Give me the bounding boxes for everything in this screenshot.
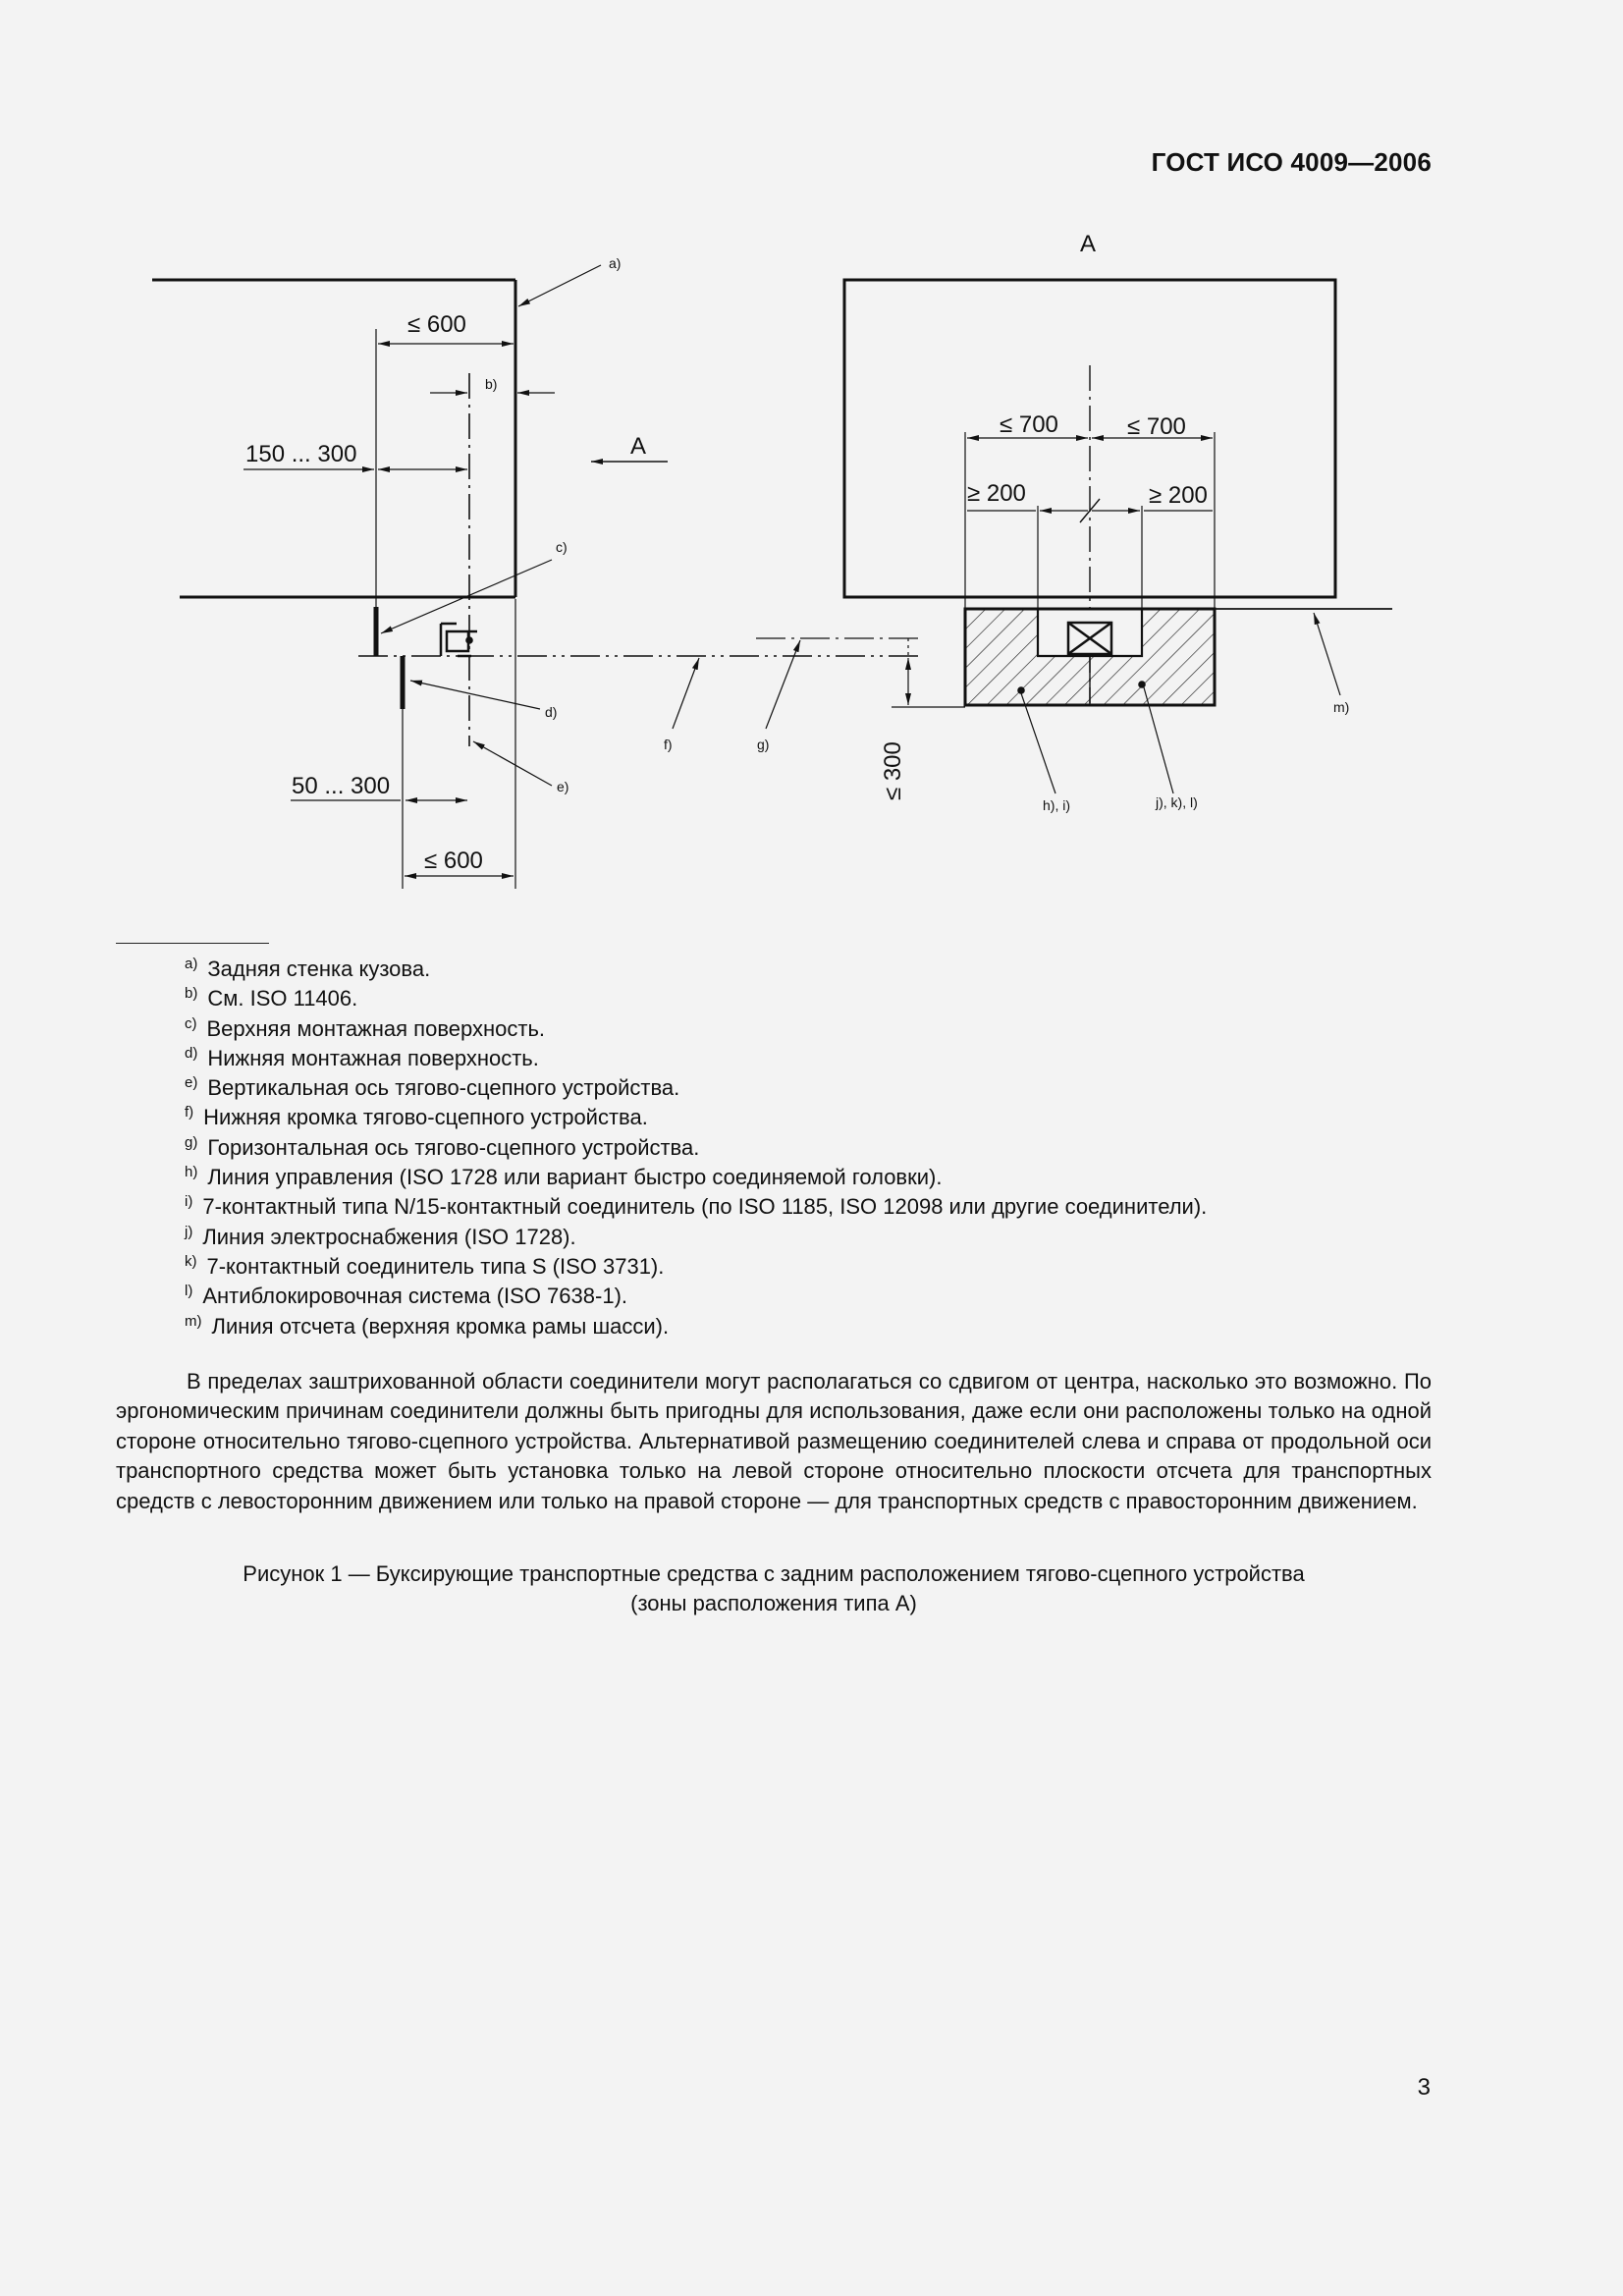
dim-bottom-le600: ≤ 600: [424, 847, 483, 874]
footnote-item: $^{k)}$ 7-контактный соединитель типа S (ISO 3731).: [185, 1252, 665, 1279]
dim-ge200-right: ≥ 200: [1149, 482, 1208, 509]
label-e: e): [557, 779, 569, 794]
footnote-item: $^{h)}$ Линия управления (ISO 1728 или вариант быстро соединяемой головки).: [185, 1164, 943, 1190]
label-g: g): [757, 737, 770, 752]
footnote-item: $^{c)}$ Верхняя монтажная поверхность.: [185, 1014, 546, 1041]
footnote-item: $^{m)}$ Линия отсчета (верхняя кромка рамы шасси).: [185, 1312, 670, 1339]
footnote-item: $^{e)}$ Вертикальная ось тягово-сцепного устройства.: [185, 1074, 680, 1101]
footnote-item: $^{a)}$ Задняя стенка кузова.: [185, 956, 431, 981]
label-b: b): [485, 376, 498, 392]
dim-50-300: 50 ... 300: [292, 773, 391, 799]
dim-ge200-left: ≥ 200: [967, 480, 1026, 507]
dim-le700-right: ≤ 700: [1127, 413, 1186, 440]
footnote-separator: [116, 943, 269, 944]
view-a-marker: A: [630, 433, 647, 460]
figure-caption: [116, 1559, 1432, 1618]
footnote-item: $^{l)}$ Антиблокировочная система (ISO 7638-1).: [185, 1283, 628, 1309]
footnote-item: $^{d)}$ Нижняя монтажная поверхность.: [185, 1044, 539, 1070]
label-f: f): [664, 737, 673, 752]
label-m: m): [1333, 699, 1350, 715]
view-a-title: A: [1080, 231, 1097, 257]
label-c: c): [556, 539, 568, 555]
body-paragraph: В пределах заштрихованной области соединители могут располагаться со сдвигом от центра, насколько это возможно. По эргономическим причинам соединители должны быть пригодны для использования, даже если они расположены только на одной стороне относительно тягово-сцепного устройства. Альтернативой размещению соединителей слева и справа от продольной оси транспортного средства может быть установка только на левой стороне относительно плоскости отсчета для транспортных средств с левосторонним движением или только на правой стороне — для транспортных средств с правосторонним движением.: [116, 1369, 1432, 1513]
footnote-item: $^{i)}$ 7-контактный типа N/15-контактный соединитель (по ISO 1185, ISO 12098 или другие соединители).: [185, 1193, 1208, 1220]
dim-150-300: 150 ... 300: [245, 441, 357, 467]
label-j-k-l: j), k), l): [1156, 794, 1198, 810]
page-number: 3: [1417, 2074, 1431, 2101]
footnote-item: $^{f)}$ Нижняя кромка тягово-сцепного устройства.: [185, 1104, 648, 1130]
dim-top-le600: ≤ 600: [407, 311, 466, 338]
document-id: ГОСТ ИСО 4009—2006: [1151, 147, 1432, 177]
dim-le300: ≤ 300: [880, 741, 906, 800]
caption-line-1: Рисунок 1 — Буксирующие транспортные средства с задним расположением тягово-сцепного устройства: [243, 1561, 1305, 1586]
footnote-item: $^{j)}$ Линия электроснабжения (ISO 1728).: [185, 1223, 576, 1249]
footnote-list: [185, 955, 1207, 1341]
footnote-item: $^{g)}$ Горизонтальная ось тягово-сцепного устройства.: [185, 1133, 700, 1160]
label-h-i: h), i): [1043, 797, 1070, 813]
dim-le700-left: ≤ 700: [1000, 411, 1058, 438]
caption-line-2: (зоны расположения типа А): [630, 1591, 917, 1615]
label-a: a): [609, 255, 622, 271]
label-d: d): [545, 704, 558, 720]
technical-drawing: [0, 0, 1623, 923]
footnote-item: $^{b)}$ См. ISO 11406.: [185, 985, 358, 1011]
